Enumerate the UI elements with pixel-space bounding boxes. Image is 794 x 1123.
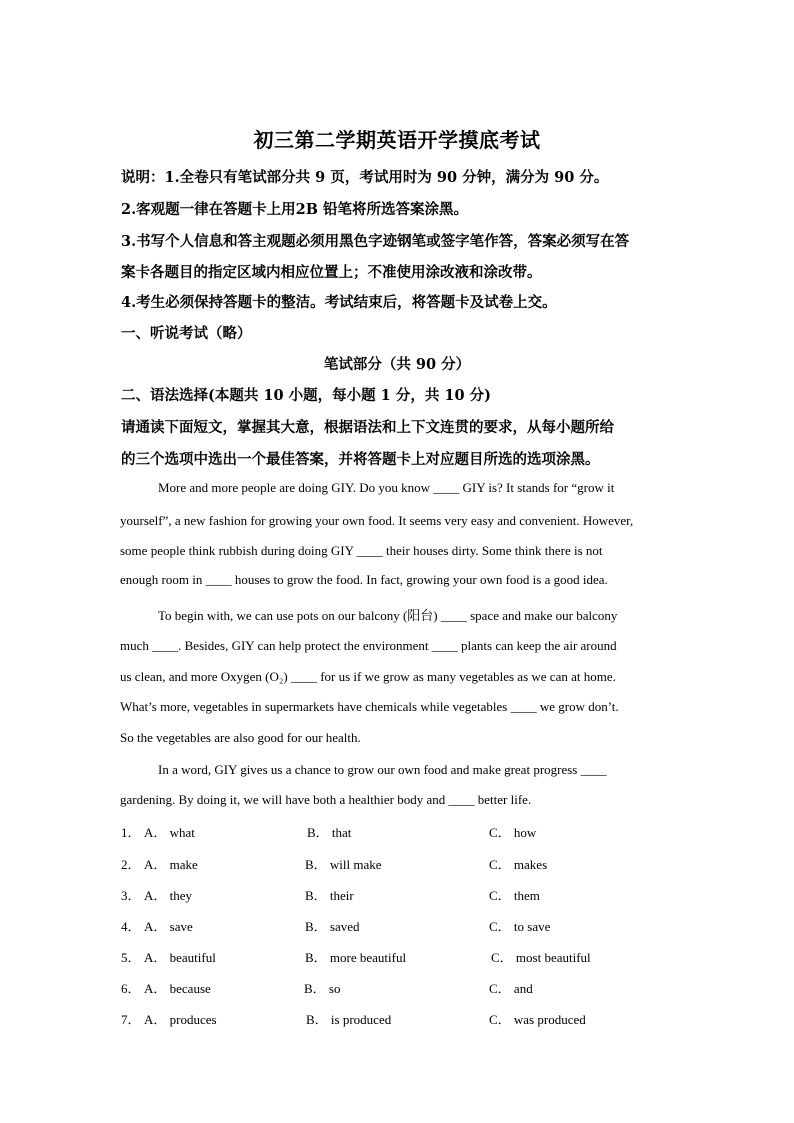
- question-number: 6．: [121, 981, 141, 996]
- option-b: B． so: [304, 981, 341, 996]
- instruction-line: 3.书写个人信息和答主观题必须用黑色字迹钢笔或签字笔作答，答案必须写在答: [121, 233, 630, 250]
- option-a: A． they: [144, 888, 193, 903]
- instruction-line: 案卡各题目的指定区域内相应位置上；不准使用涂改液和涂改带。: [121, 264, 542, 281]
- question-number: 7．: [121, 1012, 141, 1027]
- passage-line: To begin with, we can use pots on our balcony (阳台) ____ space and make our balcony: [158, 608, 618, 623]
- exam-title: 初三第二学期英语开学摸底考试: [253, 128, 541, 152]
- written-section-heading: 笔试部分（共 90 分）: [323, 356, 471, 373]
- passage-line: gardening. By doing it, we will have both a healthier body and ____ better life.: [120, 792, 532, 807]
- option-a: A． save: [144, 919, 193, 934]
- option-b: B． more beautiful: [305, 950, 407, 965]
- passage-line: some people think rubbish during doing GIY ____ their houses dirty. Some think there is not: [120, 543, 603, 558]
- option-b: B． that: [307, 825, 352, 840]
- option-a: A． produces: [144, 1012, 217, 1027]
- option-a: A． what: [144, 825, 195, 840]
- option-a: A． beautiful: [144, 950, 216, 965]
- directions-line: 的三个选项中选出一个最佳答案，并将答题卡上对应题目所选的选项涂黑。: [121, 451, 600, 468]
- passage-line: What’s more, vegetables in supermarkets have chemicals while vegetables ____ we grow don’t.: [120, 699, 619, 714]
- option-a: A． because: [144, 981, 211, 996]
- option-c: C． them: [489, 888, 540, 903]
- directions-line: 请通读下面短文，掌握其大意，根据语法和上下文连贯的要求，从每小题所给: [121, 419, 614, 436]
- option-b: B． will make: [305, 857, 382, 872]
- option-c: C． most beautiful: [491, 950, 591, 965]
- passage-line: In a word, GIY gives us a chance to grow our own food and make great progress ____: [158, 762, 607, 777]
- option-c: C． and: [489, 981, 533, 996]
- option-c: C． was produced: [489, 1012, 586, 1027]
- question-number: 1．: [121, 825, 141, 840]
- option-b: B． is produced: [306, 1012, 392, 1027]
- passage-line: enough room in ____ houses to grow the food. In fact, growing your own food is a good idea.: [120, 572, 608, 587]
- option-c: C． how: [489, 825, 537, 840]
- question-number: 4．: [121, 919, 141, 934]
- instruction-line: 4.考生必须保持答题卡的整洁。考试结束后，将答题卡及试卷上交。: [121, 294, 557, 311]
- question-number: 5．: [121, 950, 141, 965]
- passage-line: us clean, and more Oxygen (O₂) ____ for us if we grow as many vegetables as we can at home.: [120, 669, 616, 684]
- option-a: A． make: [144, 857, 198, 872]
- passage-line: More and more people are doing GIY. Do you know ____ GIY is? It stands for “grow it: [158, 480, 615, 495]
- option-b: B． their: [305, 888, 354, 903]
- option-c: C． to save: [489, 919, 551, 934]
- option-b: B． saved: [305, 919, 360, 934]
- instruction-line: 2.客观题一律在答题卡上用2B 铅笔将所选答案涂黑。: [121, 201, 469, 218]
- passage-line: So the vegetables are also good for our health.: [120, 730, 361, 745]
- question-number: 3．: [121, 888, 141, 903]
- section-grammar: 二、语法选择(本题共 10 小题，每小题 1 分，共 10 分): [121, 387, 491, 404]
- section-listening: 一、听说考试（略）: [121, 325, 252, 342]
- passage-line: yourself”, a new fashion for growing your own food. It seems very easy and convenient. However,: [120, 513, 634, 528]
- passage-line: much ____. Besides, GIY can help protect the environment ____ plants can keep the air around: [120, 638, 617, 653]
- question-number: 2．: [121, 857, 141, 872]
- option-c: C． makes: [489, 857, 548, 872]
- instruction-line: 说明：1.全卷只有笔试部分共 9 页，考试用时为 90 分钟，满分为 90 分。: [121, 169, 609, 186]
